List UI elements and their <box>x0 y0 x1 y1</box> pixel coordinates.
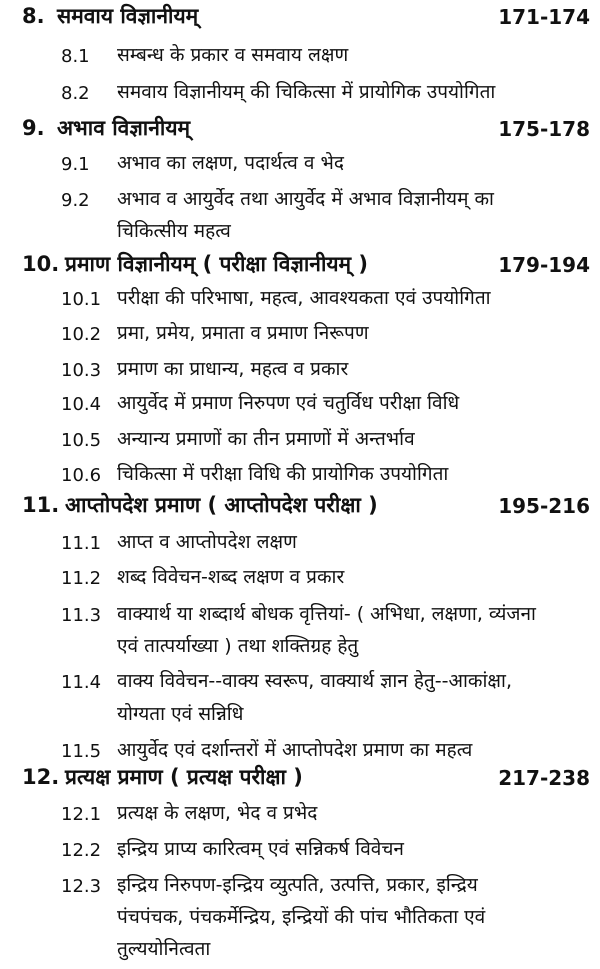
section-number: 12.3 <box>61 876 102 897</box>
section-number: 9.2 <box>61 190 90 211</box>
section-title: परीक्षा की परिभाषा, महत्व, आवश्यकता एवं उपयोगिता <box>117 287 491 309</box>
section-number: 10.5 <box>61 430 102 451</box>
chapter-title: अभाव विज्ञानीयम् <box>57 116 191 140</box>
section-title: एवं तात्पर्याख्या ) तथा शक्तिग्रह हेतु <box>117 635 359 657</box>
section-title: अभाव का लक्षण, पदार्थत्व व भेद <box>117 152 344 174</box>
chapter-number: 12. <box>22 765 60 789</box>
section-title: इन्द्रिय निरुपण-इन्द्रिय व्युत्पति, उत्पत्ति, प्रकार, इन्द्रिय <box>117 874 478 896</box>
section-number: 12.1 <box>61 804 102 825</box>
section-title: वाक्य विवेचन--वाक्य स्वरूप, वाक्यार्थ ज्ञान हेतु--आकांक्षा, <box>117 670 512 692</box>
section-title: आयुर्वेद एवं दर्शान्तरों में आप्तोपदेश प्रमाण का महत्व <box>117 739 473 761</box>
section-title: इन्द्रिय प्राप्य कारित्वम् एवं सन्निकर्ष विवेचन <box>117 838 404 860</box>
section-number: 11.3 <box>61 605 102 626</box>
chapter-title: प्रत्यक्ष प्रमाण ( प्रत्यक्ष परीक्षा ) <box>65 765 303 789</box>
section-title: आप्त व आप्तोपदेश लक्षण <box>117 531 297 553</box>
chapter-number: 10. <box>22 252 60 276</box>
chapter-title: प्रमाण विज्ञानीयम् ( परीक्षा विज्ञानीयम् ) <box>65 252 369 276</box>
chapter-pages: 179-194 <box>498 253 590 277</box>
section-number: 10.4 <box>61 394 102 415</box>
chapter-pages: 195-216 <box>498 494 590 518</box>
section-title: समवाय विज्ञानीयम् की चिकित्सा में प्रायोगिक उपयोगिता <box>117 81 496 103</box>
section-number: 11.4 <box>61 672 102 693</box>
section-number: 11.2 <box>61 568 102 589</box>
section-number: 8.2 <box>61 83 90 104</box>
section-title: योग्यता एवं सन्निधि <box>117 703 244 725</box>
chapter-title: आप्तोपदेश प्रमाण ( आप्तोपदेश परीक्षा ) <box>65 493 378 517</box>
section-number: 10.2 <box>61 324 102 345</box>
section-number: 11.5 <box>61 741 102 762</box>
chapter-pages: 175-178 <box>498 117 590 141</box>
section-number: 9.1 <box>61 154 90 175</box>
chapter-pages: 171-174 <box>498 5 590 29</box>
section-title: अन्यान्य प्रमाणों का तीन प्रमाणों में अन्तर्भाव <box>117 428 415 450</box>
section-title: शब्द विवेचन-शब्द लक्षण व प्रकार <box>117 566 345 588</box>
section-title: वाक्यार्थ या शब्दार्थ बोधक वृत्तियां- ( अभिधा, लक्षणा, व्यंजना <box>117 603 536 625</box>
section-title: प्रत्यक्ष के लक्षण, भेद व प्रभेद <box>117 802 318 824</box>
section-title: आयुर्वेद में प्रमाण निरुपण एवं चतुर्विध परीक्षा विधि <box>117 392 460 414</box>
section-number: 11.1 <box>61 533 102 554</box>
section-number: 10.1 <box>61 289 102 310</box>
section-number: 10.6 <box>61 465 102 486</box>
section-title: अभाव व आयुर्वेद तथा आयुर्वेद में अभाव विज्ञानीयम् का <box>117 188 494 210</box>
section-number: 12.2 <box>61 840 102 861</box>
section-title: सम्बन्ध के प्रकार व समवाय लक्षण <box>117 44 349 66</box>
section-number: 8.1 <box>61 46 90 67</box>
chapter-pages: 217-238 <box>498 766 590 790</box>
section-title: तुल्ययोनित्वता <box>117 938 211 960</box>
chapter-number: 11. <box>22 493 60 517</box>
section-title: प्रमाण का प्राधान्य, महत्व व प्रकार <box>117 358 349 380</box>
section-number: 10.3 <box>61 360 102 381</box>
section-title: चिकित्सीय महत्व <box>117 220 231 242</box>
chapter-number: 8. <box>22 4 45 28</box>
chapter-number: 9. <box>22 116 45 140</box>
section-title: प्रमा, प्रमेय, प्रमाता व प्रमाण निरूपण <box>117 322 369 344</box>
section-title: पंचपंचक, पंचकर्मेन्द्रिय, इन्द्रियों की पांच भौतिकता एवं <box>117 906 486 928</box>
chapter-title: समवाय विज्ञानीयम् <box>57 4 199 28</box>
section-title: चिकित्सा में परीक्षा विधि की प्रायोगिक उपयोगिता <box>117 463 449 485</box>
